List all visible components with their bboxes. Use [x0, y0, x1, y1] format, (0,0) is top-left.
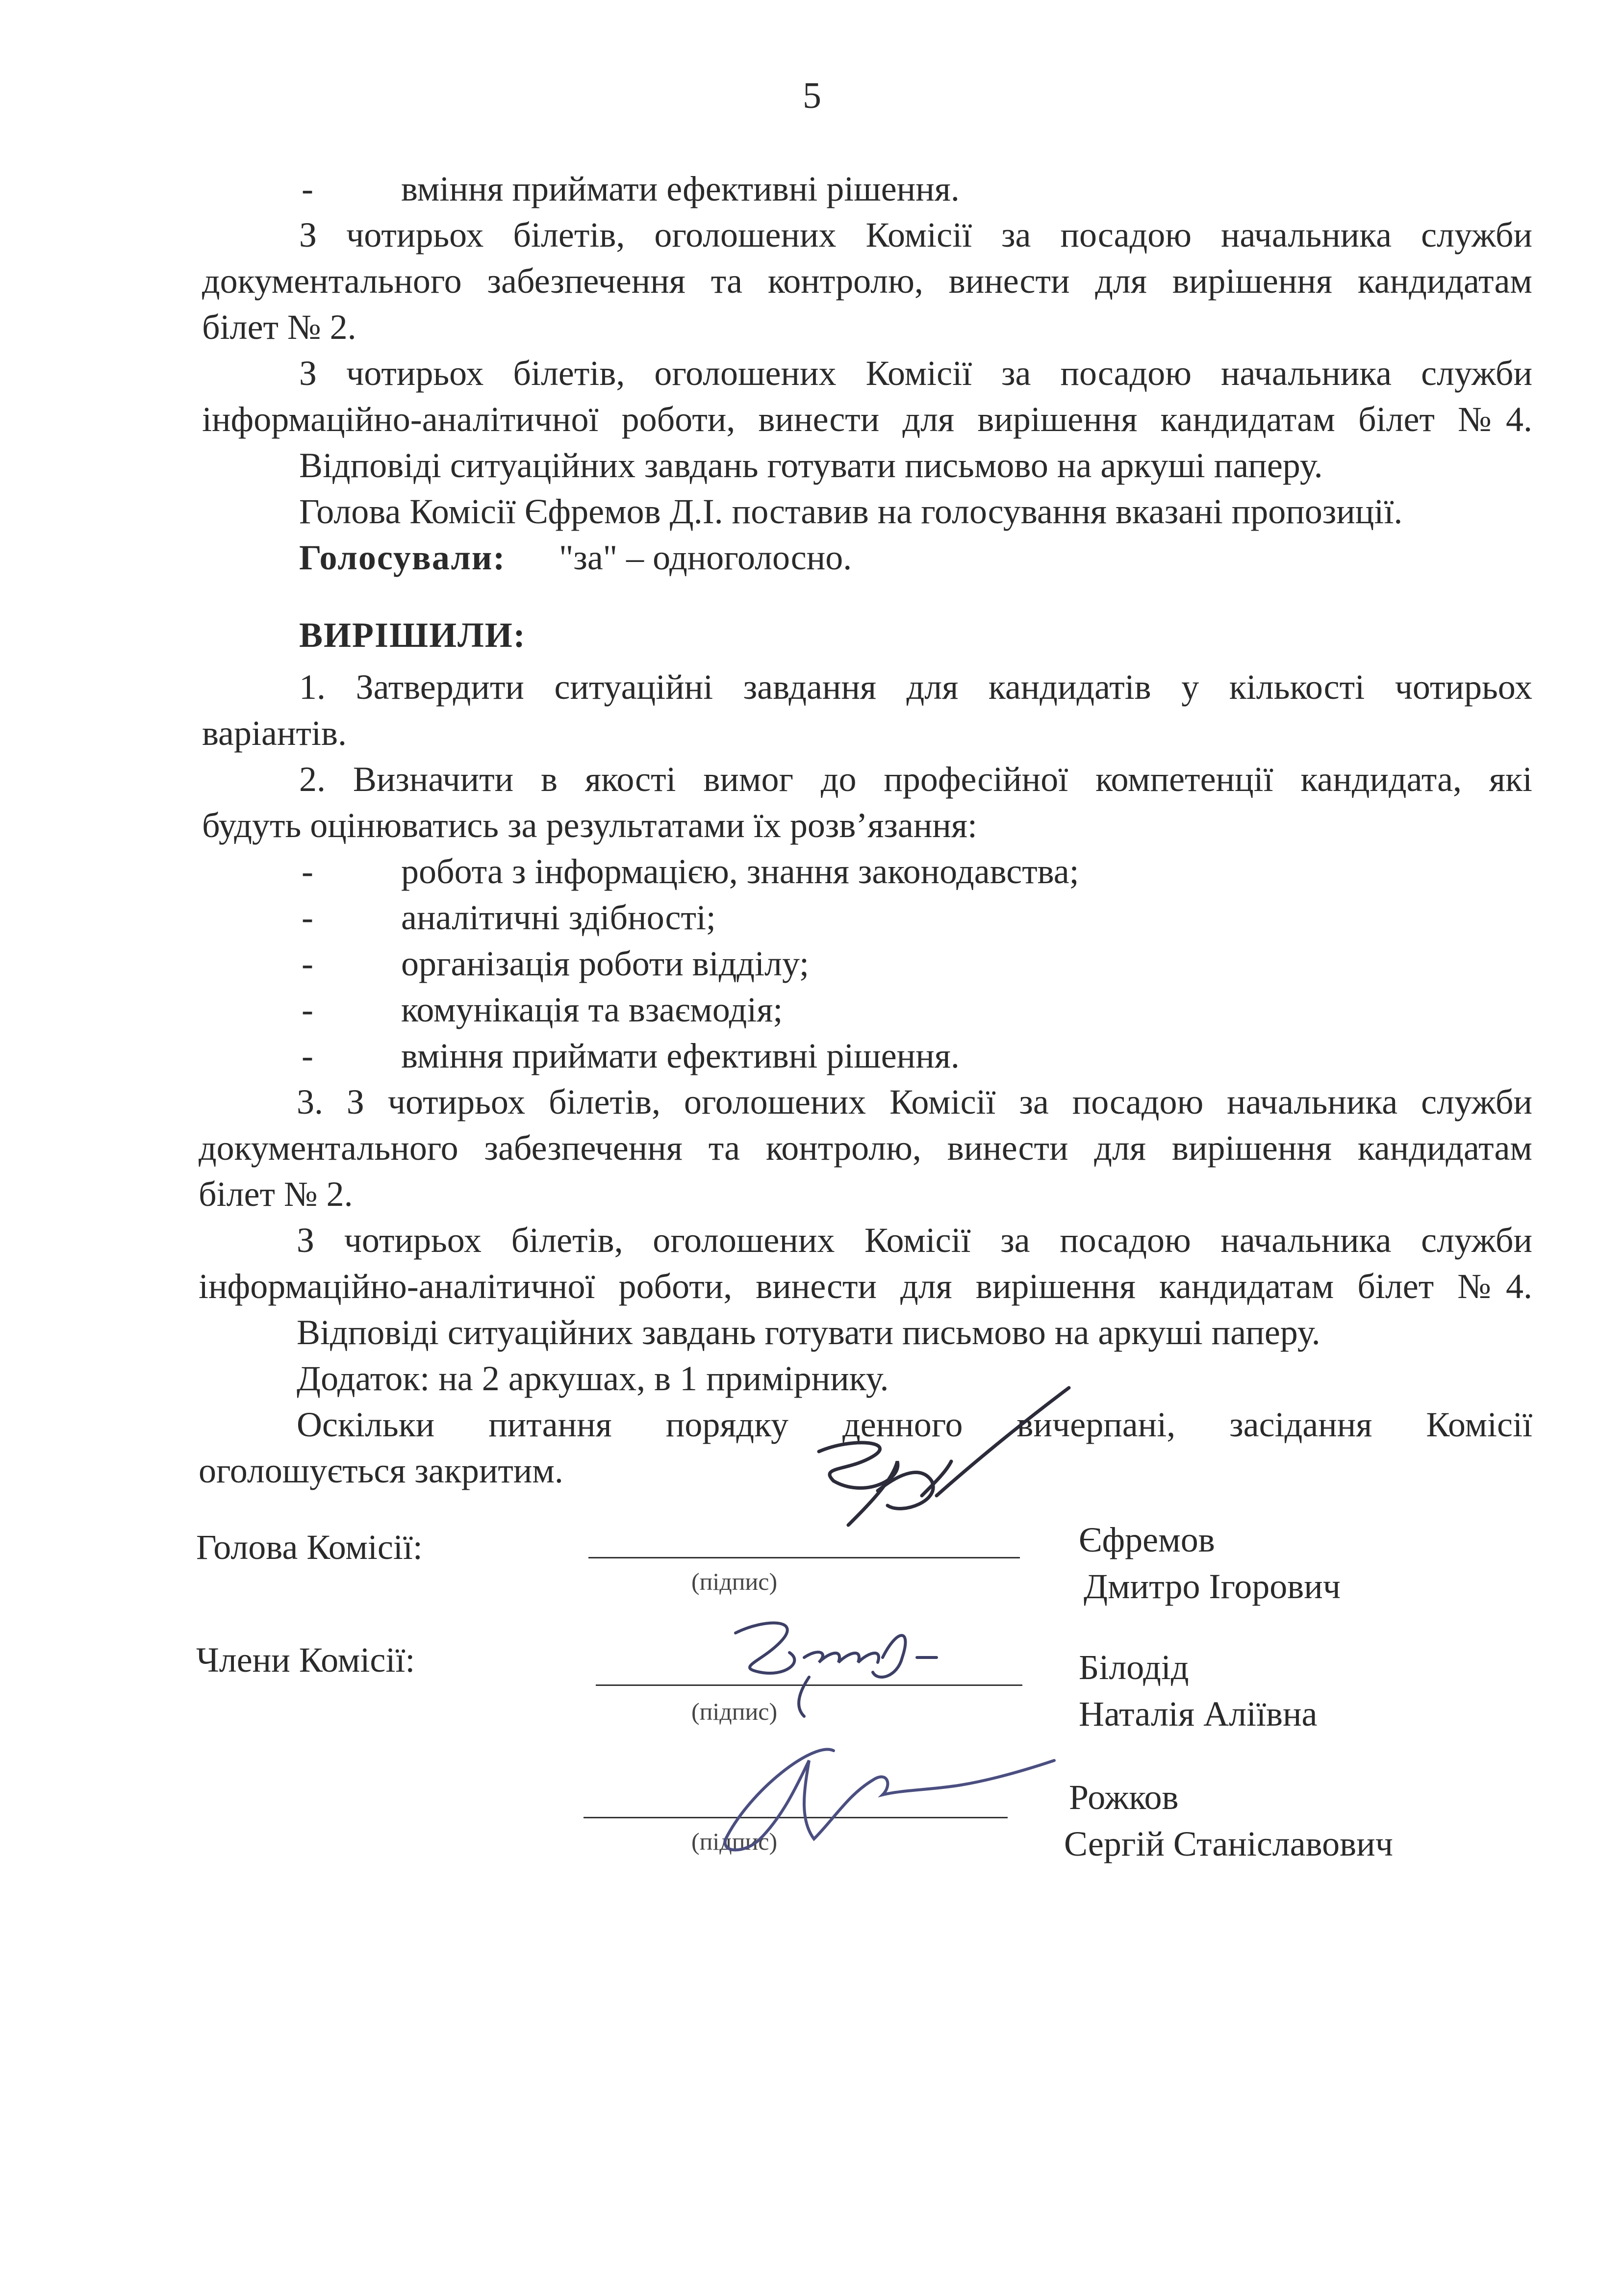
list-dash: - [302, 852, 313, 891]
text-line: 1. Затвердити ситуаційні завдання для кандидатів у кількості чотирьох [299, 667, 1532, 707]
signature-caption: (підпис) [691, 1698, 778, 1725]
text-line: З чотирьох білетів, оголошених Комісії за посадою начальника служби [297, 1221, 1532, 1260]
members-label: Члени Комісії: [196, 1640, 415, 1680]
chair-name: Дмитро Ігорович [1084, 1567, 1341, 1606]
text-line: білет № 2. [199, 1174, 353, 1214]
text-line: 3. З чотирьох білетів, оголошених Комісії за посадою начальника служби [297, 1082, 1532, 1122]
list-item: аналітичні здібності; [401, 898, 716, 937]
text-line: Оскільки питання порядку денного вичерпані, засідання Комісії [297, 1405, 1532, 1444]
text-line: 2. Визначити в якості вимог до професійної компетенції кандидата, які [299, 760, 1532, 799]
text-line: З чотирьох білетів, оголошених Комісії за посадою начальника служби [299, 354, 1532, 393]
vote-label: Голосували: [299, 538, 506, 577]
signature-caption: (підпис) [691, 1568, 778, 1595]
member2-surname: Рожков [1069, 1778, 1179, 1817]
member2-name: Сергій Станіславович [1064, 1824, 1393, 1863]
text-line: вміння приймати ефективні рішення. [401, 169, 960, 208]
chair-surname: Єфремов [1079, 1520, 1215, 1559]
signature-caption: (підпис) [691, 1828, 778, 1855]
chair-label: Голова Комісії: [196, 1528, 423, 1567]
list-dash: - [302, 898, 313, 937]
chair-signature-icon [775, 1383, 1079, 1545]
member1-surname: Білодід [1079, 1648, 1189, 1687]
text-line: оголошується закритим. [199, 1451, 563, 1490]
list-dash: - [302, 1036, 313, 1075]
text-line: будуть оцінюватись за результатами їх розв’язання: [202, 806, 978, 845]
vote-value: "за" – одноголосно. [559, 538, 852, 577]
member2-signature-icon [686, 1721, 1069, 1868]
text-line: інформаційно-аналітичної роботи, винести для вирішення кандидатам білет №4. [202, 400, 1532, 439]
text-line: інформаційно-аналітичної роботи, винести для вирішення кандидатам білет №4. [199, 1267, 1532, 1306]
text-line: Голова Комісії Єфремов Д.І. поставив на голосування вказані пропозиції. [299, 492, 1403, 531]
list-item: робота з інформацією, знання законодавства; [401, 852, 1079, 891]
list-item: вміння приймати ефективні рішення. [401, 1036, 960, 1075]
text-line: документального забезпечення та контролю, винести для вирішення кандидатам [199, 1128, 1532, 1168]
decision-heading: ВИРІШИЛИ: [299, 615, 526, 655]
list-dash: - [302, 169, 313, 208]
text-line: варіантів. [202, 714, 347, 753]
list-item: комунікація та взаємодія; [401, 990, 783, 1029]
text-line: Відповіді ситуаційних завдань готувати письмово на аркуші паперу. [297, 1313, 1320, 1352]
text-line: Додаток: на 2 аркушах, в 1 примірнику. [297, 1359, 889, 1398]
text-line: З чотирьох білетів, оголошених Комісії за посадою начальника служби [299, 215, 1532, 255]
member1-signature-icon [706, 1599, 961, 1726]
list-dash: - [302, 944, 313, 983]
list-dash: - [302, 990, 313, 1029]
text-line: білет № 2. [202, 307, 356, 347]
signature-line [588, 1557, 1020, 1558]
member1-name: Наталія Аліївна [1079, 1694, 1318, 1733]
text-line: Відповіді ситуаційних завдань готувати письмово на аркуші паперу. [299, 446, 1323, 485]
list-item: організація роботи відділу; [401, 944, 810, 983]
page-number: 5 [803, 75, 821, 116]
text-line: документального забезпечення та контролю, винести для вирішення кандидатам [202, 261, 1532, 301]
